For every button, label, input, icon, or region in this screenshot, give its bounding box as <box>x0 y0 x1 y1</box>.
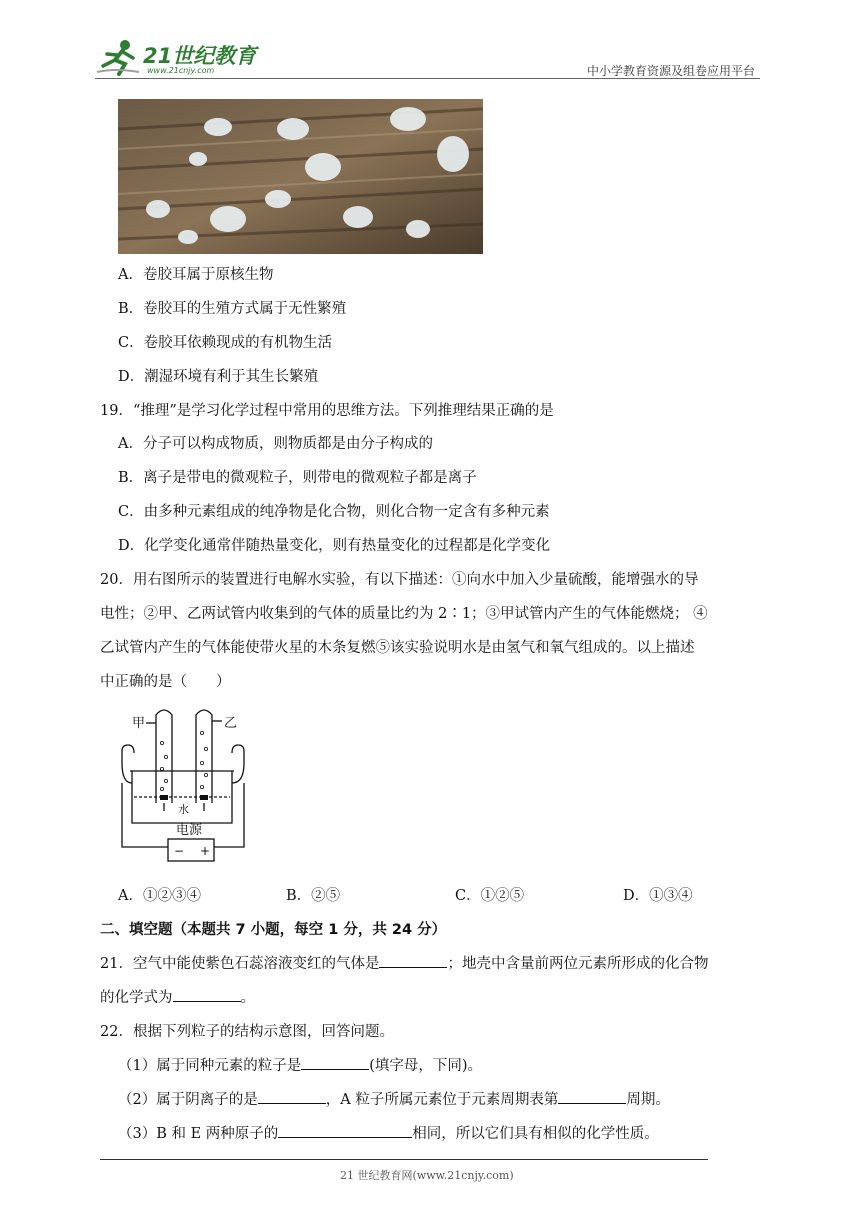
q22-sub-3-blank[interactable] <box>278 1123 412 1138</box>
q21-text-2: ；地壳中含量前两位元素所形成的化合物 <box>447 956 709 972</box>
power-plus-label: + <box>200 844 211 858</box>
q22-sub-2-text-a: （2）属于阴离子的是 <box>118 1092 258 1108</box>
q22-sub-2-text-b: ，A 粒子所属元素位于元素周期表第 <box>325 1092 559 1108</box>
tube-label-left: 甲 <box>132 716 146 731</box>
q20-option-a: A．①②③④ <box>118 888 201 904</box>
q18-option-d: D．潮湿环境有利于其生长繁殖 <box>118 369 319 385</box>
power-minus-label: − <box>174 844 185 858</box>
q21-text-1: 21．空气中能使紫色石蕊溶液变红的气体是 <box>100 956 380 972</box>
q22-stem: 22．根据下列粒子的结构示意图，回答问题。 <box>100 1024 394 1040</box>
q22-sub-3-text-a: （3）B 和 E 两种原子的 <box>118 1126 279 1142</box>
q19-option-c: C．由多种元素组成的纯净物是化合物，则化合物一定含有多种元素 <box>118 504 550 520</box>
logo-url: www.21cnjy.com <box>147 66 215 75</box>
q22-sub-1-text-b: (填字母，下同)。 <box>369 1058 483 1074</box>
q21-blank-2[interactable] <box>173 987 241 1002</box>
q21-line-2 <box>100 986 255 1007</box>
q22-sub-3 <box>118 1122 659 1143</box>
q18-option-a: A．卷胶耳属于原核生物 <box>118 267 274 283</box>
electrolysis-apparatus-diagram <box>118 703 258 868</box>
header-divider <box>95 78 760 79</box>
q19-option-b: B．离子是带电的微观粒子，则带电的微观粒子都是离子 <box>118 470 477 486</box>
water-label: 水 <box>178 803 189 816</box>
q21-text-4: 。 <box>240 990 255 1006</box>
runner-logo-icon <box>95 38 143 78</box>
q20-option-d: D．①③④ <box>623 888 693 904</box>
section-2-heading: 二、填空题（本题共 7 小题，每空 1 分，共 24 分） <box>100 922 447 938</box>
q21-text-3: 的化学式为 <box>100 990 173 1006</box>
q22-sub-1-text-a: （1）属于同种元素的粒子是 <box>118 1058 302 1074</box>
q22-sub-1-blank[interactable] <box>301 1055 369 1070</box>
q18-option-c: C．卷胶耳依赖现成的有机物生活 <box>118 335 333 351</box>
q18-option-b: B．卷胶耳的生殖方式属于无性繁殖 <box>118 301 347 317</box>
site-logo <box>95 38 265 78</box>
logo-text: 21世纪教育 <box>143 44 257 68</box>
q22-sub-2-blank-1[interactable] <box>258 1089 326 1104</box>
q20-option-b: B．②⑤ <box>286 888 341 904</box>
platform-name: 中小学教育资源及组卷应用平台 <box>586 64 755 78</box>
q22-sub-2 <box>118 1088 670 1109</box>
q19-option-a: A．分子可以构成物质，则物质都是由分子构成的 <box>118 436 433 452</box>
q21-line-1 <box>100 952 708 973</box>
q20-option-c: C．①②⑤ <box>455 888 525 904</box>
power-label: 电源 <box>176 823 203 838</box>
q22-sub-2-text-c: 周期。 <box>626 1092 670 1108</box>
q20-stem-line-3: 乙试管内产生的气体能使带火星的木条复燃⑤该实验说明水是由氢气和氧气组成的。以上描述 <box>100 640 695 656</box>
q22-sub-3-text-b: 相同，所以它们具有相似的化学性质。 <box>412 1126 659 1142</box>
q19-stem: 19．“推理”是学习化学过程中常用的思维方法。下列推理结果正确的是 <box>100 403 554 419</box>
q19-option-d: D．化学变化通常伴随热量变化，则有热量变化的过程都是化学变化 <box>118 538 551 554</box>
fungus-on-wood-photo <box>118 99 483 254</box>
q22-sub-2-blank-2[interactable] <box>558 1089 626 1104</box>
q20-stem-line-2: 电性；②甲、乙两试管内收集到的气体的质量比约为 2∶1；③甲试管内产生的气体能燃烧； ④ <box>100 606 708 622</box>
q22-sub-1 <box>118 1054 482 1075</box>
footer-text: 21 世纪教育网(www.21cnjy.com) <box>340 1169 514 1182</box>
q20-stem-line-4: 中正确的是（ ） <box>100 674 231 690</box>
footer-divider <box>100 1159 708 1160</box>
q21-blank-1[interactable] <box>379 953 447 968</box>
tube-label-right: 乙 <box>224 716 238 731</box>
q20-stem-line-1: 20．用右图所示的装置进行电解水实验，有以下描述：①向水中加入少量硫酸，能增强水的导 <box>100 572 699 588</box>
